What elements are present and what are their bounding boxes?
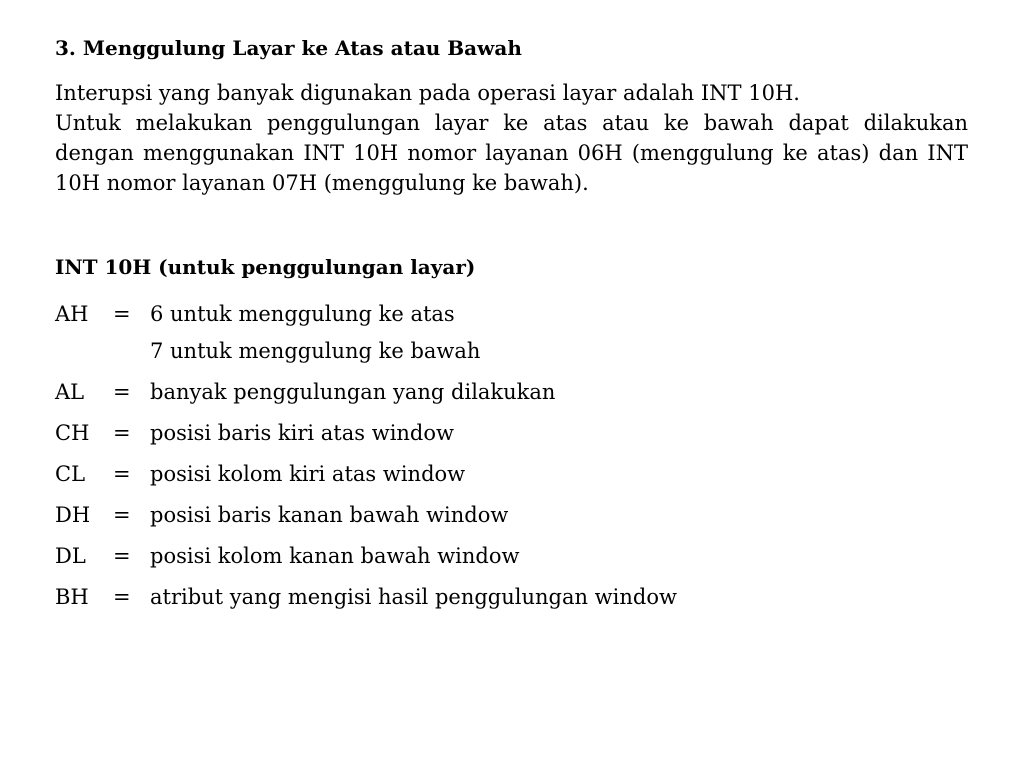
register-description-line: 6 untuk menggulung ke atas [150,302,455,326]
equals-sign: = [113,421,131,445]
register-description [150,582,677,612]
register-row-cl [55,459,677,489]
register-description [150,299,480,366]
register-description-line: 7 untuk menggulung ke bawah [150,339,481,363]
register-description-line: posisi kolom kanan bawah window [150,544,520,568]
equals-sign: = [113,585,131,609]
register-row-ah [55,299,677,366]
register-row-bh [55,582,677,612]
intro-line-2: Untuk melakukan penggulungan layar ke atas atau ke bawah dapat dilakukan dengan menggunakan INT 10H nomor layanan 06H (menggulung ke atas) dan INT 10H nomor layanan 07H (menggulung ke bawah). [55,111,968,195]
intro-line-1: Interupsi yang banyak digunakan pada operasi layar adalah INT 10H. [55,81,800,105]
register-description [150,500,508,530]
register-description [150,418,454,448]
register-description [150,541,520,571]
register-name: AH [55,302,89,326]
intro-text [55,78,968,198]
register-name: AL [55,380,85,404]
register-description-line: banyak penggulungan yang dilakukan [150,380,556,404]
register-description-line: posisi kolom kiri atas window [150,462,466,486]
register-name: DH [55,503,91,527]
register-row-dh [55,500,677,530]
equals-sign: = [113,380,131,404]
interrupt-heading: INT 10H (untuk penggulungan layar) [55,255,476,279]
register-description-line: posisi baris kiri atas window [150,421,454,445]
equals-sign: = [113,302,131,326]
register-row-ch [55,418,677,448]
register-list [55,299,677,623]
register-description [150,459,465,489]
register-name: BH [55,585,89,609]
register-row-al [55,377,677,407]
equals-sign: = [113,462,131,486]
register-row-dl [55,541,677,571]
register-name: CH [55,421,90,445]
register-name: CL [55,462,86,486]
equals-sign: = [113,544,131,568]
register-name: DL [55,544,86,568]
slide-content [55,34,968,609]
section-heading: 3. Menggulung Layar ke Atas atau Bawah [55,36,522,60]
register-description-line: atribut yang mengisi hasil penggulungan window [150,585,677,609]
register-description [150,377,555,407]
equals-sign: = [113,503,131,527]
register-description-line: posisi baris kanan bawah window [150,503,509,527]
